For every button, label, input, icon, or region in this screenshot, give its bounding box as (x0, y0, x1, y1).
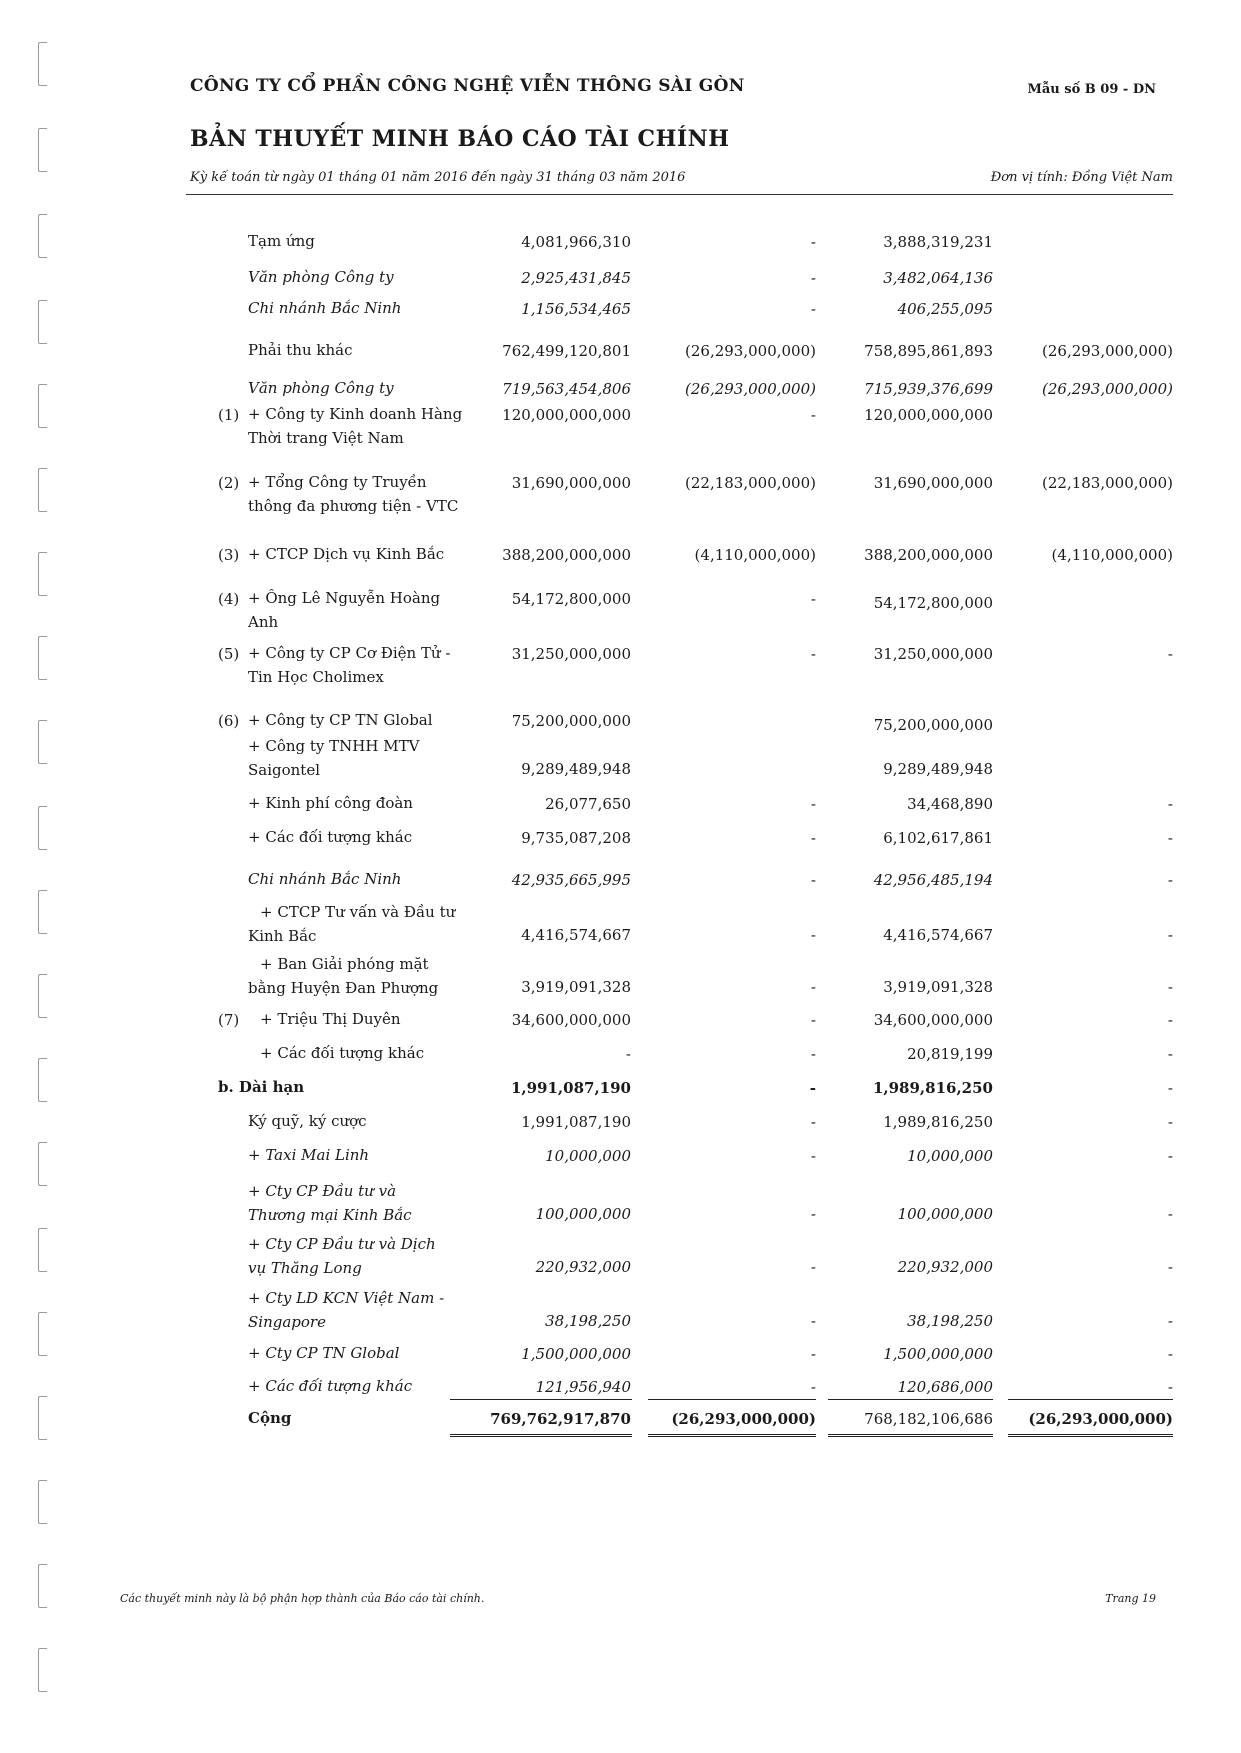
value-col-4: - (1167, 795, 1173, 813)
value-col-1: 38,198,250 (545, 1312, 631, 1330)
row-label: Ký quỹ, ký cược (248, 1112, 367, 1130)
value-col-2: - (810, 1147, 816, 1165)
value-col-2: - (810, 795, 816, 813)
note-number: (4) (218, 590, 240, 608)
value-col-4: (26,293,000,000) (1042, 342, 1173, 360)
row-label: Cộng (248, 1409, 292, 1427)
value-col-1: 1,156,534,465 (521, 300, 631, 318)
subtotal-rule (828, 1399, 993, 1400)
value-col-2: - (810, 829, 816, 847)
value-col-1: 26,077,650 (545, 795, 631, 813)
value-col-3: 20,819,199 (907, 1045, 993, 1063)
row-label: + CTCP Dịch vụ Kinh Bắc (248, 545, 445, 563)
value-col-4: - (1167, 978, 1173, 996)
header-divider (186, 194, 1173, 195)
value-col-3: 6,102,617,861 (883, 829, 993, 847)
binding-mark (38, 1480, 47, 1524)
value-col-1: 31,250,000,000 (511, 645, 631, 663)
value-col-3: 768,182,106,686 (864, 1410, 993, 1428)
row-label: + Các đối tượng khác (248, 828, 413, 846)
value-col-1: 100,000,000 (535, 1205, 631, 1223)
value-col-4: - (1167, 1113, 1173, 1131)
total-double-rule (1008, 1434, 1173, 1437)
binding-mark (38, 1564, 47, 1608)
value-col-2: - (810, 406, 816, 424)
row-label: + Công ty CP Cơ Điện Tử - Tin Học Cholimex (248, 644, 451, 686)
value-col-4: - (1167, 926, 1173, 944)
value-col-3: 120,686,000 (897, 1378, 993, 1396)
row-label: Phải thu khác (248, 341, 353, 359)
value-col-1: 2,925,431,845 (521, 269, 631, 287)
value-col-2: - (810, 1378, 816, 1396)
note-number: (3) (218, 546, 240, 564)
value-col-4: (26,293,000,000) (1028, 1410, 1173, 1428)
binding-mark (38, 1312, 47, 1356)
row-label: b. Dài hạn (218, 1078, 305, 1096)
value-col-3: 1,989,816,250 (883, 1113, 993, 1131)
binding-mark (38, 42, 47, 86)
value-col-4: - (1167, 1312, 1173, 1330)
value-col-2: - (810, 1345, 816, 1363)
row-label: + Taxi Mai Linh (248, 1146, 370, 1164)
row-label: + Công ty TNHH MTV Saigontel (248, 737, 420, 779)
value-col-4: - (1167, 1079, 1173, 1097)
value-col-2: - (810, 1011, 816, 1029)
row-label: Chi nhánh Bắc Ninh (248, 299, 402, 317)
value-col-4: - (1167, 829, 1173, 847)
value-col-1: 75,200,000,000 (511, 712, 631, 730)
binding-mark (38, 636, 47, 680)
value-col-3: 34,600,000,000 (873, 1011, 993, 1029)
note-number: (2) (218, 474, 240, 492)
footer-note: Các thuyết minh này là bộ phận hợp thành của Báo cáo tài chính. (120, 1592, 485, 1605)
value-col-4: - (1167, 1258, 1173, 1276)
row-label: + Công ty Kinh doanh Hàng Thời trang Việt Nam (248, 405, 463, 447)
value-col-1: 220,932,000 (535, 1258, 631, 1276)
form-code: Mẫu số B 09 - DN (1027, 82, 1156, 97)
value-col-3: 31,690,000,000 (873, 474, 993, 492)
value-col-3: 3,482,064,136 (883, 269, 993, 287)
value-col-1: 1,991,087,190 (510, 1079, 631, 1097)
value-col-1: 120,000,000,000 (502, 406, 631, 424)
note-number: (7) (218, 1011, 240, 1029)
value-col-2: - (810, 233, 816, 251)
row-label: + Triệu Thị Duyên (260, 1010, 401, 1028)
value-col-1: 388,200,000,000 (502, 546, 631, 564)
total-double-rule (828, 1434, 993, 1437)
value-col-2: - (810, 1205, 816, 1223)
value-col-3: 406,255,095 (897, 300, 993, 318)
value-col-2: - (810, 871, 816, 889)
value-col-3: 1,500,000,000 (883, 1345, 993, 1363)
row-label: + Kinh phí công đoàn (248, 794, 413, 812)
row-label: + Cty CP Đầu tư và Dịch vụ Thăng Long (248, 1235, 436, 1277)
value-col-1: 4,416,574,667 (521, 926, 631, 944)
value-col-1: 9,735,087,208 (521, 829, 631, 847)
value-col-4: - (1167, 1205, 1173, 1223)
binding-mark (38, 806, 47, 850)
value-col-1: 719,563,454,806 (502, 380, 631, 398)
value-col-4: - (1167, 1378, 1173, 1396)
binding-mark (38, 214, 47, 258)
value-col-2: (26,293,000,000) (685, 380, 816, 398)
row-label: + Cty CP Đầu tư và Thương mại Kinh Bắc (248, 1182, 412, 1224)
row-label: + Công ty CP TN Global (248, 711, 433, 729)
total-double-rule (450, 1434, 632, 1437)
value-col-1: 9,289,489,948 (521, 760, 631, 778)
value-col-1: 4,081,966,310 (521, 233, 631, 251)
value-col-3: 38,198,250 (907, 1312, 993, 1330)
value-col-2: - (810, 269, 816, 287)
value-col-3: 10,000,000 (907, 1147, 993, 1165)
value-col-1: 121,956,940 (535, 1378, 631, 1396)
value-col-2: (26,293,000,000) (671, 1410, 816, 1428)
value-col-4: (26,293,000,000) (1042, 380, 1173, 398)
value-col-2: (22,183,000,000) (685, 474, 816, 492)
value-col-2: - (810, 1045, 816, 1063)
subtotal-rule (450, 1399, 632, 1400)
page-number: Trang 19 (1105, 1592, 1156, 1605)
row-label: + Các đối tượng khác (248, 1377, 413, 1395)
value-col-2: - (809, 1079, 816, 1097)
subtotal-rule (1008, 1399, 1173, 1400)
value-col-3: 715,939,376,699 (864, 380, 993, 398)
company-name: CÔNG TY CỔ PHẦN CÔNG NGHỆ VIỄN THÔNG SÀI GÒN (190, 76, 745, 96)
value-col-1: 769,762,917,870 (490, 1410, 631, 1428)
value-col-2: - (810, 926, 816, 944)
subtotal-rule (648, 1399, 816, 1400)
value-col-3: 31,250,000,000 (873, 645, 993, 663)
row-label: Văn phòng Công ty (248, 268, 394, 286)
total-double-rule (648, 1434, 816, 1437)
binding-mark (38, 1648, 47, 1692)
binding-mark (38, 552, 47, 596)
value-col-4: - (1167, 1045, 1173, 1063)
binding-mark (38, 128, 47, 172)
binding-mark (38, 1228, 47, 1272)
row-label: + Ông Lê Nguyễn Hoàng Anh (248, 589, 441, 631)
value-col-1: - (625, 1045, 631, 1063)
row-label: + Cty CP TN Global (248, 1344, 400, 1362)
value-col-1: 54,172,800,000 (511, 590, 631, 608)
note-number: (6) (218, 712, 240, 730)
value-col-1: 10,000,000 (545, 1147, 631, 1165)
value-col-3: 100,000,000 (897, 1205, 993, 1223)
value-col-4: - (1167, 1345, 1173, 1363)
value-col-2: - (810, 1258, 816, 1276)
binding-mark (38, 300, 47, 344)
value-col-3: 54,172,800,000 (873, 594, 993, 612)
currency-unit: Đơn vị tính: Đồng Việt Nam (990, 170, 1173, 185)
row-label: + Tổng Công ty Truyền thông đa phương tiện - VTC (248, 473, 459, 515)
value-col-3: 220,932,000 (897, 1258, 993, 1276)
value-col-4: (22,183,000,000) (1042, 474, 1173, 492)
value-col-2: (4,110,000,000) (694, 546, 816, 564)
value-col-1: 3,919,091,328 (521, 978, 631, 996)
value-col-4: (4,110,000,000) (1051, 546, 1173, 564)
value-col-3: 75,200,000,000 (873, 716, 993, 734)
value-col-4: - (1167, 871, 1173, 889)
value-col-3: 3,919,091,328 (883, 978, 993, 996)
row-label: + Cty LD KCN Việt Nam - Singapore (248, 1289, 445, 1331)
value-col-3: 388,200,000,000 (864, 546, 993, 564)
value-col-2: - (810, 1312, 816, 1330)
value-col-1: 42,935,665,995 (511, 871, 631, 889)
binding-mark (38, 1396, 47, 1440)
row-label: + CTCP Tư vấn và Đầu tư Kinh Bắc (248, 903, 456, 945)
row-label: Văn phòng Công ty (248, 379, 394, 397)
value-col-3: 4,416,574,667 (883, 926, 993, 944)
value-col-3: 3,888,319,231 (883, 233, 993, 251)
value-col-3: 1,989,816,250 (872, 1079, 993, 1097)
value-col-2: - (810, 645, 816, 663)
binding-mark (38, 468, 47, 512)
value-col-1: 1,500,000,000 (521, 1345, 631, 1363)
row-label: Chi nhánh Bắc Ninh (248, 870, 402, 888)
value-col-4: - (1167, 645, 1173, 663)
value-col-4: - (1167, 1147, 1173, 1165)
binding-mark (38, 890, 47, 934)
reporting-period: Kỳ kế toán từ ngày 01 tháng 01 năm 2016 đến ngày 31 tháng 03 năm 2016 (190, 170, 686, 185)
binding-mark (38, 384, 47, 428)
value-col-2: - (810, 300, 816, 318)
value-col-1: 762,499,120,801 (502, 342, 631, 360)
value-col-2: - (810, 590, 816, 608)
binding-mark (38, 1058, 47, 1102)
value-col-3: 42,956,485,194 (873, 871, 993, 889)
value-col-2: - (810, 1113, 816, 1131)
row-label: Tạm ứng (248, 232, 315, 250)
value-col-3: 120,000,000,000 (864, 406, 993, 424)
value-col-1: 34,600,000,000 (511, 1011, 631, 1029)
value-col-2: (26,293,000,000) (685, 342, 816, 360)
value-col-1: 1,991,087,190 (521, 1113, 631, 1131)
binding-mark (38, 974, 47, 1018)
value-col-3: 758,895,861,893 (864, 342, 993, 360)
note-number: (1) (218, 406, 240, 424)
binding-mark (38, 1142, 47, 1186)
binding-mark (38, 720, 47, 764)
row-label: + Các đối tượng khác (260, 1044, 425, 1062)
value-col-2: - (810, 978, 816, 996)
value-col-1: 31,690,000,000 (511, 474, 631, 492)
document-title: BẢN THUYẾT MINH BÁO CÁO TÀI CHÍNH (190, 126, 730, 152)
value-col-4: - (1167, 1011, 1173, 1029)
value-col-3: 9,289,489,948 (883, 760, 993, 778)
note-number: (5) (218, 645, 240, 663)
row-label: + Ban Giải phóng mặt bằng Huyện Đan Phượng (248, 955, 439, 997)
value-col-3: 34,468,890 (907, 795, 993, 813)
